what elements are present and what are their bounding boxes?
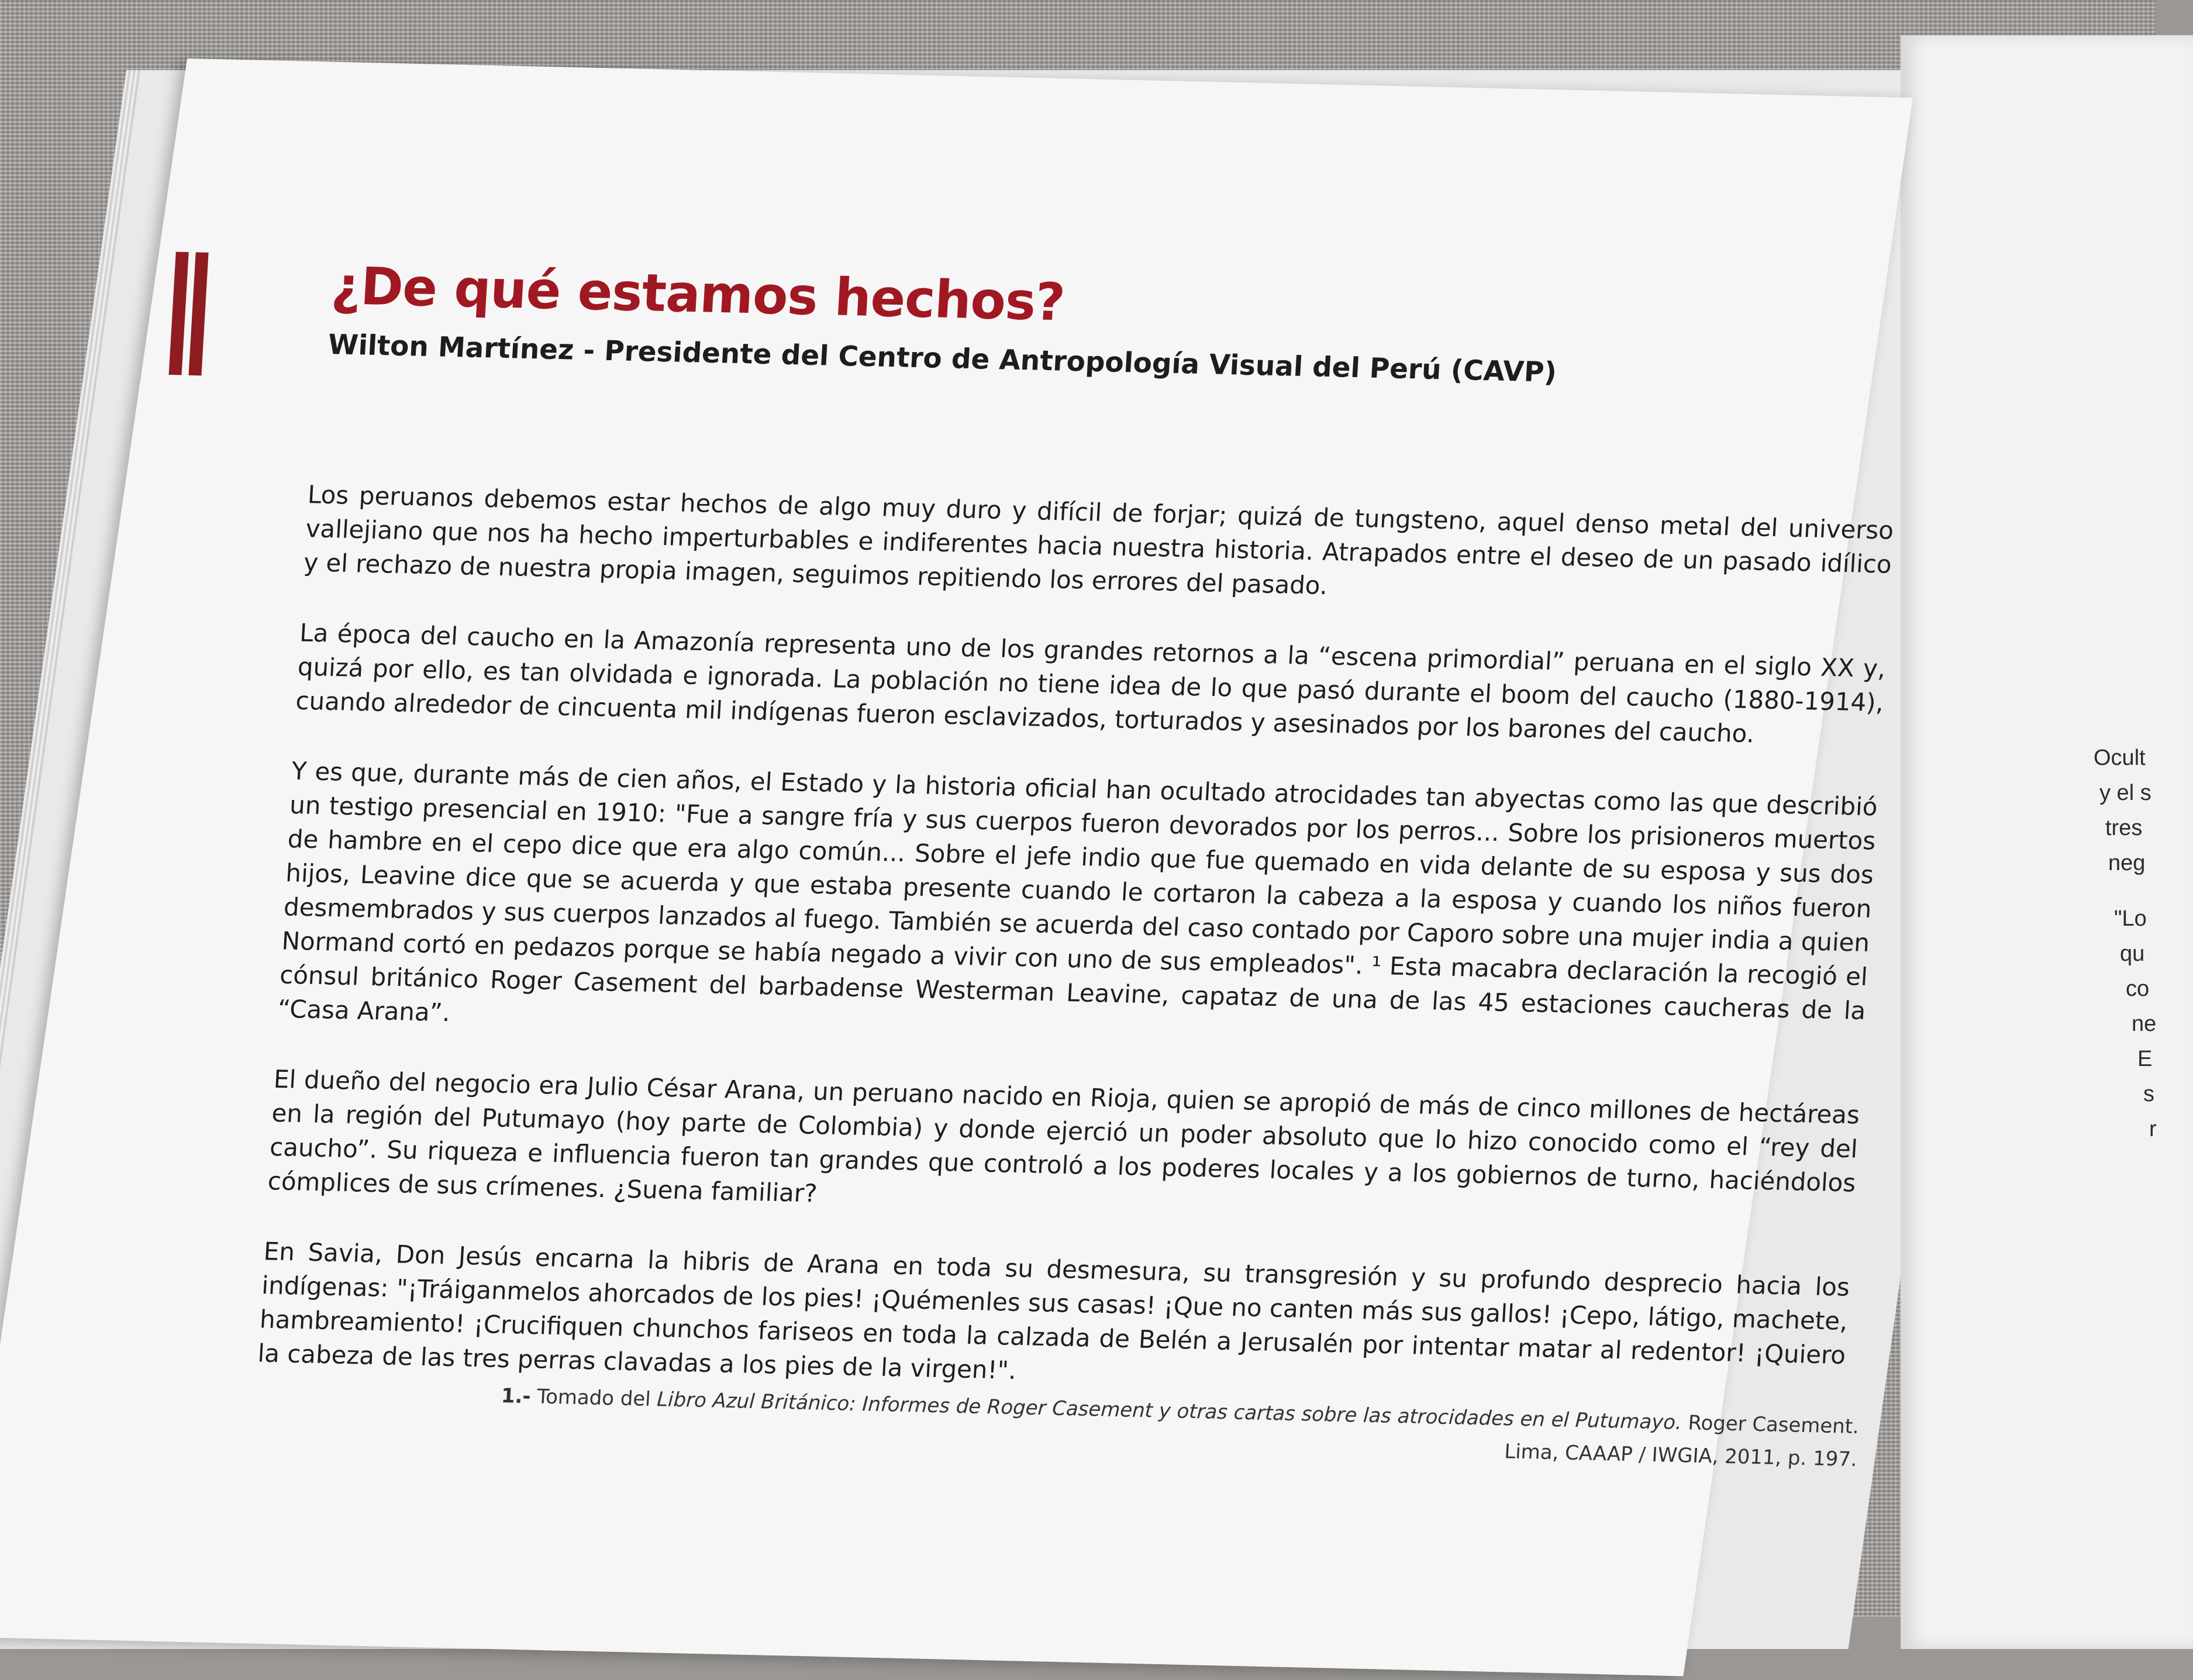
book-page (0, 58, 1913, 1676)
paragraph: En Savia, Don Jesús encarna la hibris de Arana en toda su desmesura, su transgresión y su profundo desprecio hacia los indígenas: "¡Tráiganmelos ahorcados de los pies! ¡Quémenles sus casas! ¡Que no canten más sus gallos! ¡Cepo, látigo, machete, hambreamiento! ¡Crucifiquen chunchos fariseos en toda la calzada de Belén a Jerusalén por intentar matar al redentor! ¡Quiero la cabeza de las tres perras clavadas a los pies de la virgen!". (257, 1237, 1851, 1385)
footnote-publication: Lima, CAAAP / IWGIA, 2011, p. 197. (1504, 1440, 1858, 1472)
footnote-book-title: Libro Azul Británico: Informes de Roger Casement y otras cartas sobre las atrocidades en el Putumayo. (656, 1388, 1682, 1435)
footnote-number: 1.- (500, 1384, 532, 1409)
next-page-fragment: E (2137, 1047, 2153, 1071)
next-page-fragment: ne (2132, 1012, 2157, 1036)
paragraph: Y es que, durante más de cien años, el Estado y la historia oficial han ocultado atrocidades tan abyectas como las que describió un testigo presencial en 1910: "Fue a sangre fría y sus cuerpos fueron devorados por los perros... Sobre los prisioneros muertos de hambre en el cepo dice que era algo común... Sobre el jefe indio que fue quemado en vida delante de su esposa y sus dos hijos, Leavine dice que se acuerda y que estaba presente cuando le cortaron la cabeza a la esposa y cuando los niños fueron desmembrados y sus cuerpos lanzados al fuego. También se acuerda del caso contado por Caporo sobre una mujer india a quien Normand cortó en pedazos porque se había negado a vivir con uno de sus empleados". ¹ Esta macabra declaración la recogió el cónsul británico Roger Casement del barbadense Westerman Leavine, capataz de una de las 45 estaciones caucheras de la “Casa Arana”. (277, 756, 1878, 1027)
next-page-fragment: neg (2108, 851, 2146, 875)
footnote-author: Roger Casement. (1687, 1411, 1860, 1439)
next-page-fragment: s (2143, 1082, 2154, 1106)
next-page-fragment: "Lo (2114, 906, 2147, 931)
next-page-fragment: r (2149, 1117, 2157, 1141)
next-page-fragment: y el s (2099, 781, 2151, 805)
footnote-prefix: Tomado del (536, 1385, 651, 1411)
next-page-fragment: qu (2120, 941, 2145, 966)
paragraph: El dueño del negocio era Julio César Arana, un peruano nacido en Rioja, quien se apropió de más de cinco millones de hectáreas en la región del Putumayo (hoy parte de Colombia) y donde ejerció un poder absoluto que lo hizo conocido como el “rey del caucho”. Su riqueza e influencia fueron tan grandes que controló a los poderes locales y a los gobiernos de turno, haciéndolos cómplices de sus crímenes. ¿Suena familiar? (267, 1064, 1861, 1208)
next-page-fragment: Ocult (2094, 746, 2146, 770)
section-tab (188, 252, 208, 375)
paragraph: Los peruanos debemos estar hechos de algo muy duro y difícil de forjar; quizá de tungsteno, aquel denso metal del universo vallejiano que nos ha hecho imperturbables e indiferentes hacia nuestra historia. Atrapados entre el deseo de un pasado idílico y el rechazo de nuestra propia imagen, seguimos repitiendo los errores del pasado. (303, 479, 1895, 601)
next-page (1901, 35, 2193, 1649)
paragraph: La época del caucho en la Amazonía representa uno de los grandes retornos a la “escena primordial” peruana en el siglo XX y, quizá por ello, es tan olvidada e ignorada. La población no tiene idea de lo que pasó durante el boom del caucho (1880-1914), cuando alrededor de cincuenta mil indígenas fueron esclavizados, torturados y asesinados por los barones del caucho. (295, 618, 1887, 748)
article-byline: Wilton Martínez - Presidente del Centro de Antropología Visual del Perú (CAVP) (327, 328, 1558, 389)
article-title: ¿De qué estamos hechos? (329, 255, 1067, 333)
section-tab (169, 252, 189, 375)
next-page-fragment: co (2126, 977, 2150, 1001)
article-body (255, 478, 1895, 1443)
next-page-fragment: tres (2105, 816, 2143, 840)
